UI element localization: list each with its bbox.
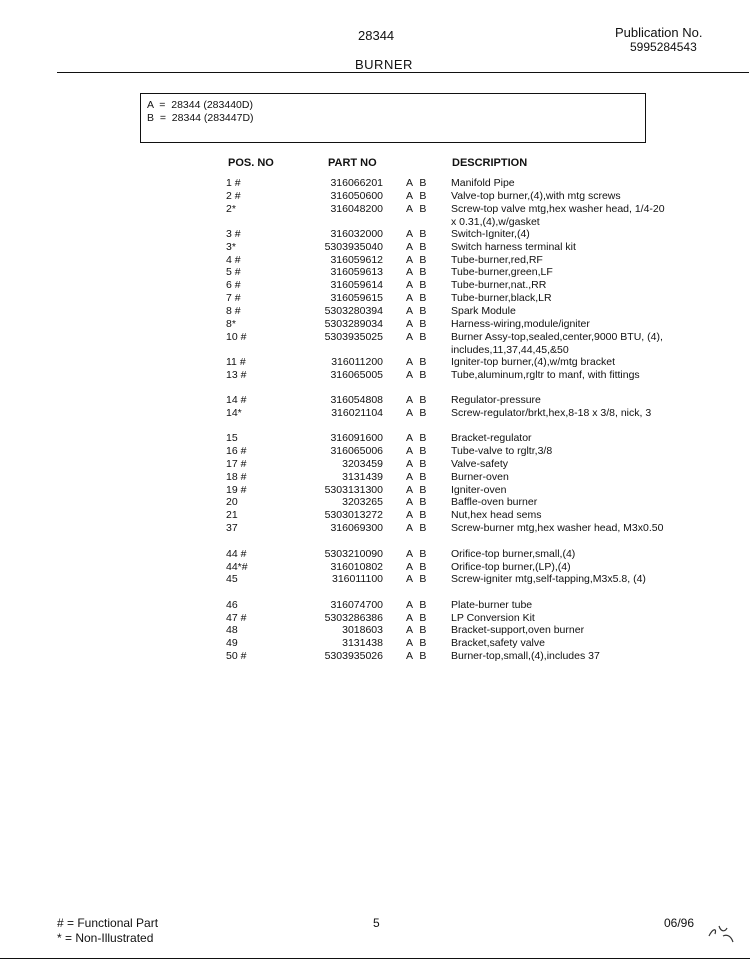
description-cell: Orifice-top burner,small,(4)	[451, 548, 576, 560]
model-codes-cell: A B	[406, 228, 429, 240]
part-number-cell: 316066201	[330, 177, 383, 189]
model-codes-cell: A B	[406, 394, 429, 406]
model-codes-cell: A B	[406, 624, 429, 636]
part-number-cell: 316074700	[330, 599, 383, 611]
part-number-cell: 316032000	[330, 228, 383, 240]
pos-cell: 16 #	[226, 445, 247, 457]
pos-cell: 20	[226, 496, 238, 508]
part-number-cell: 316011200	[331, 356, 383, 368]
pos-cell: 48	[226, 624, 238, 636]
pos-cell: 14 #	[226, 394, 247, 406]
description-cell: Burner-top,small,(4),includes 37	[451, 650, 600, 662]
part-number-cell: 316050600	[330, 190, 383, 202]
description-cell: Burner Assy-top,sealed,center,9000 BTU, (4), includes,11,37,44,45,&50	[451, 331, 663, 356]
pos-cell: 46	[226, 599, 238, 611]
model-codes-cell: A B	[406, 369, 429, 381]
pos-cell: 8*	[226, 318, 236, 330]
description-cell: Valve-top burner,(4),with mtg screws	[451, 190, 621, 202]
model-codes-cell: A B	[406, 496, 429, 508]
description-cell: Tube-burner,black,LR	[451, 292, 552, 304]
model-codes-cell: A B	[406, 305, 429, 317]
description-cell: Nut,hex head sems	[451, 509, 542, 521]
part-number-cell: 316021104	[331, 407, 383, 419]
part-number-cell: 3203459	[342, 458, 383, 470]
part-number-cell: 5303935026	[324, 650, 383, 662]
handwritten-mark-icon	[705, 922, 737, 944]
model-codes-cell: A B	[406, 292, 429, 304]
model-codes-cell: A B	[406, 548, 429, 560]
pos-cell: 14*	[226, 407, 242, 419]
part-number-cell: 3018603	[342, 624, 383, 636]
publication-number: 5995284543	[630, 40, 697, 54]
model-codes-cell: A B	[406, 432, 429, 444]
part-number-cell: 316069300	[330, 522, 383, 534]
model-codes-cell: A B	[406, 331, 429, 343]
model-codes-cell: A B	[406, 203, 429, 215]
pos-cell: 19 #	[226, 484, 247, 496]
pos-cell: 2 #	[226, 190, 241, 202]
section-title: BURNER	[355, 57, 413, 72]
pos-cell: 50 #	[226, 650, 247, 662]
column-header-part: PART NO	[328, 157, 377, 169]
description-cell: Screw-burner mtg,hex washer head, M3x0.50	[451, 522, 664, 534]
pos-cell: 45	[226, 573, 238, 585]
model-codes-cell: A B	[406, 407, 429, 419]
description-cell: Manifold Pipe	[451, 177, 515, 189]
description-cell: Screw-top valve mtg,hex washer head, 1/4-20 x 0.31,(4),w/gasket	[451, 203, 665, 228]
model-number: 28344	[358, 28, 395, 43]
part-number-cell: 5303935025	[324, 331, 383, 343]
pos-cell: 44 #	[226, 548, 247, 560]
pos-cell: 3*	[226, 241, 236, 253]
part-number-cell: 316059612	[330, 254, 383, 266]
functional-part-legend: # = Functional Part	[57, 916, 159, 930]
description-cell: Regulator-pressure	[451, 394, 541, 406]
pos-cell: 10 #	[226, 331, 247, 343]
model-codes-cell: A B	[406, 612, 429, 624]
pos-cell: 7 #	[226, 292, 241, 304]
description-cell: Harness-wiring,module/igniter	[451, 318, 590, 330]
description-cell: Screw-regulator/brkt,hex,8-18 x 3/8, nick, 3	[451, 407, 652, 419]
model-codes-cell: A B	[406, 599, 429, 611]
description-cell: Burner-oven	[451, 471, 509, 483]
bottom-divider	[0, 958, 750, 959]
part-number-cell: 316059613	[330, 266, 383, 278]
model-codes-cell: A B	[406, 266, 429, 278]
column-header-description: DESCRIPTION	[452, 157, 528, 169]
description-cell: Switch-Igniter,(4)	[451, 228, 530, 240]
model-codes-cell: A B	[406, 471, 429, 483]
part-number-cell: 5303013272	[324, 509, 383, 521]
model-codes-cell: A B	[406, 177, 429, 189]
description-cell: Spark Module	[451, 305, 516, 317]
model-codes-cell: A B	[406, 509, 429, 521]
pos-cell: 37	[226, 522, 238, 534]
model-codes-cell: A B	[406, 241, 429, 253]
part-number-cell: 3131438	[342, 637, 383, 649]
part-number-cell: 5303289034	[324, 318, 383, 330]
pos-cell: 49	[226, 637, 238, 649]
pos-cell: 13 #	[226, 369, 247, 381]
model-codes-cell: A B	[406, 318, 429, 330]
pos-cell: 18 #	[226, 471, 247, 483]
pos-cell: 6 #	[226, 279, 241, 291]
pos-cell: 1 #	[226, 177, 241, 189]
part-number-cell: 316011100	[332, 573, 383, 585]
description-cell: Screw-igniter mtg,self-tapping,M3x5.8, (4)	[451, 573, 646, 585]
model-codes-cell: A B	[406, 254, 429, 266]
pos-cell: 5 #	[226, 266, 241, 278]
description-cell: Baffle-oven burner	[451, 496, 538, 508]
description-cell: Bracket-regulator	[451, 432, 532, 444]
pos-cell: 44*#	[226, 561, 248, 573]
pos-cell: 47 #	[226, 612, 247, 624]
pos-cell: 21	[226, 509, 238, 521]
publication-label: Publication No.	[615, 25, 703, 40]
part-number-cell: 316065005	[330, 369, 383, 381]
description-cell: Valve-safety	[451, 458, 508, 470]
part-number-cell: 5303280394	[324, 305, 383, 317]
model-codes-cell: A B	[406, 190, 429, 202]
non-illustrated-legend: * = Non-Illustrated	[57, 931, 154, 945]
model-codes-cell: A B	[406, 279, 429, 291]
model-codes-cell: A B	[406, 561, 429, 573]
description-cell: Plate-burner tube	[451, 599, 533, 611]
part-number-cell: 5303131300	[324, 484, 383, 496]
part-number-cell: 316059614	[330, 279, 383, 291]
description-cell: Orifice-top burner,(LP),(4)	[451, 561, 571, 573]
model-legend-a: A = 28344 (283440D)	[147, 99, 253, 111]
model-codes-cell: A B	[406, 356, 429, 368]
model-codes-cell: A B	[406, 458, 429, 470]
part-number-cell: 316091600	[330, 432, 383, 444]
pos-cell: 4 #	[226, 254, 241, 266]
column-header-pos: POS. NO	[228, 157, 274, 169]
pos-cell: 11 #	[226, 356, 246, 368]
pos-cell: 17 #	[226, 458, 247, 470]
pos-cell: 8 #	[226, 305, 241, 317]
model-codes-cell: A B	[406, 445, 429, 457]
description-cell: Switch harness terminal kit	[451, 241, 576, 253]
part-number-cell: 316065006	[330, 445, 383, 457]
publication-date: 06/96	[664, 916, 695, 930]
description-cell: Igniter-top burner,(4),w/mtg bracket	[451, 356, 615, 368]
description-cell: Bracket,safety valve	[451, 637, 545, 649]
pos-cell: 2*	[226, 203, 236, 215]
part-number-cell: 5303935040	[324, 241, 383, 253]
part-number-cell: 316010802	[330, 561, 383, 573]
model-legend-b: B = 28344 (283447D)	[147, 112, 254, 124]
part-number-cell: 316059615	[330, 292, 383, 304]
description-cell: Igniter-oven	[451, 484, 507, 496]
description-cell: Tube-burner,green,LF	[451, 266, 553, 278]
description-cell: Tube-burner,red,RF	[451, 254, 543, 266]
part-number-cell: 316054808	[330, 394, 383, 406]
description-cell: Tube-valve to rgltr,3/8	[451, 445, 553, 457]
part-number-cell: 3131439	[342, 471, 383, 483]
model-codes-cell: A B	[406, 573, 429, 585]
part-number-cell: 316048200	[330, 203, 383, 215]
pos-cell: 3 #	[226, 228, 241, 240]
description-cell: Tube,aluminum,rgltr to manf, with fittings	[451, 369, 640, 381]
model-codes-cell: A B	[406, 637, 429, 649]
page-number: 5	[373, 916, 380, 930]
pos-cell: 15	[226, 432, 238, 444]
description-cell: Bracket-support,oven burner	[451, 624, 585, 636]
model-codes-cell: A B	[406, 650, 429, 662]
part-number-cell: 5303286386	[324, 612, 383, 624]
model-codes-cell: A B	[406, 484, 429, 496]
description-cell: Tube-burner,nat.,RR	[451, 279, 547, 291]
model-codes-cell: A B	[406, 522, 429, 534]
part-number-cell: 3203265	[342, 496, 383, 508]
part-number-cell: 5303210090	[324, 548, 383, 560]
description-cell: LP Conversion Kit	[451, 612, 535, 624]
